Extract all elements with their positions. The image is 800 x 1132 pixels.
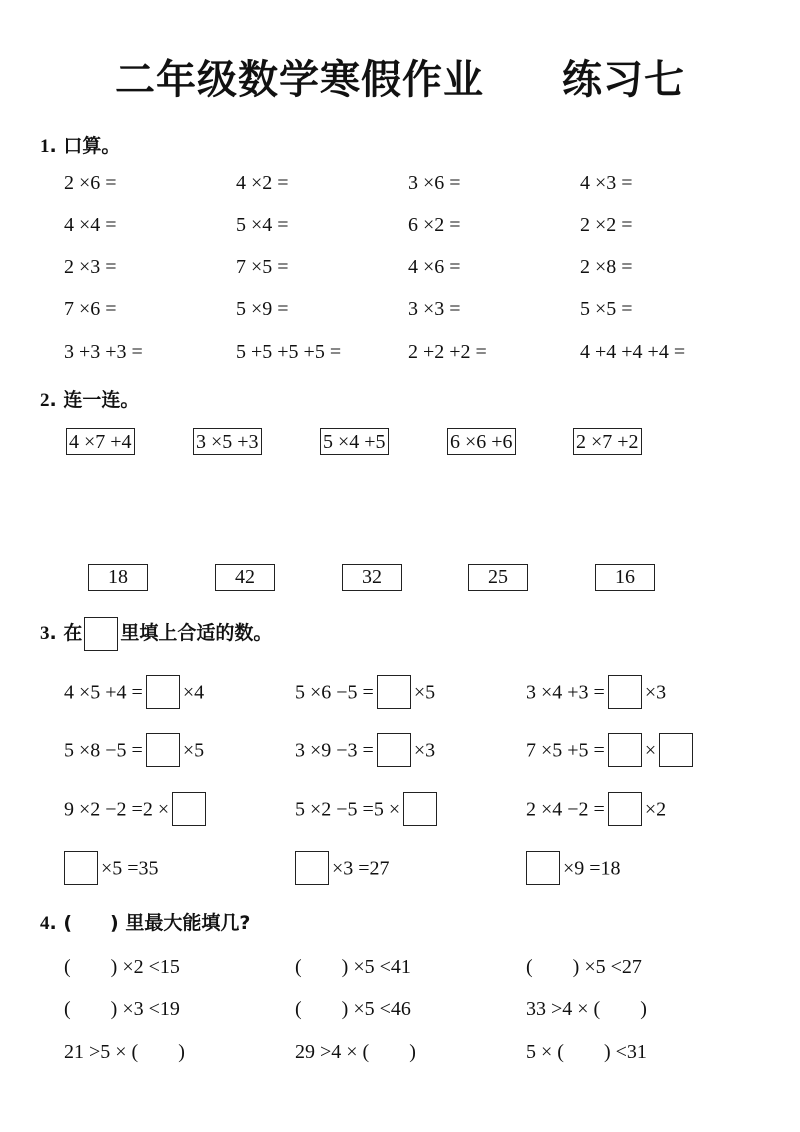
matching-expression-box[interactable]: 2 ×7 +2 <box>573 428 642 455</box>
answer-box[interactable] <box>608 675 642 709</box>
fill-middle: × <box>644 739 657 762</box>
section4-number: 4 <box>40 913 50 934</box>
answer-box[interactable] <box>526 851 560 885</box>
fill-tail: ×3 <box>413 739 436 762</box>
max-fill-item[interactable]: ( ) ×5 <41 <box>295 956 411 978</box>
max-fill-item[interactable]: 5 × ( ) <31 <box>526 1041 647 1063</box>
matching-answer-box[interactable]: 42 <box>215 564 275 591</box>
oral-calc-item: 5 ×5 = <box>580 298 633 320</box>
oral-calc-item: 7 ×6 = <box>64 298 117 320</box>
fill-item <box>526 850 621 885</box>
fill-tail: ×3 =27 <box>332 857 390 880</box>
answer-box[interactable] <box>403 792 437 826</box>
section3-label-before: . 在 <box>49 622 83 644</box>
matching-expression-box[interactable]: 6 ×6 +6 <box>447 428 516 455</box>
answer-box[interactable] <box>172 792 206 826</box>
section4-label: . ( ) 里最大能填几? <box>49 912 251 934</box>
fill-expression: 5 ×2 −5 =5 × <box>295 798 401 821</box>
section2-label: . 连一连。 <box>49 389 140 411</box>
fill-expression: 5 ×8 −5 = <box>64 739 143 762</box>
title-main: 二年级数学寒假作业 <box>115 57 484 103</box>
oral-calc-item: 5 ×9 = <box>236 298 289 320</box>
oral-calc-item: 4 +4 +4 +4 = <box>580 341 686 363</box>
max-fill-item[interactable]: ( ) ×3 <19 <box>64 998 180 1020</box>
oral-calc-item: 3 ×3 = <box>408 298 461 320</box>
fill-expression: 4 ×5 +4 = <box>64 681 143 704</box>
matching-expression-box[interactable]: 3 ×5 +3 <box>193 428 262 455</box>
section3-label-after: 里填上合适的数。 <box>120 622 273 644</box>
example-blank-box <box>84 617 118 651</box>
section4-heading <box>40 908 250 935</box>
fill-item <box>526 732 696 767</box>
fill-item <box>295 674 435 709</box>
answer-box[interactable] <box>146 675 180 709</box>
max-fill-item[interactable]: 33 >4 × ( ) <box>526 998 647 1020</box>
fill-expression: 9 ×2 −2 =2 × <box>64 798 170 821</box>
answer-box[interactable] <box>146 733 180 767</box>
answer-box[interactable] <box>377 675 411 709</box>
matching-expression-box[interactable]: 5 ×4 +5 <box>320 428 389 455</box>
fill-expression: 3 ×4 +3 = <box>526 681 605 704</box>
fill-expression: 5 ×6 −5 = <box>295 681 374 704</box>
matching-answer-box[interactable]: 18 <box>88 564 148 591</box>
fill-tail: ×5 <box>182 739 205 762</box>
oral-calc-item: 2 ×8 = <box>580 256 633 278</box>
answer-box[interactable] <box>659 733 693 767</box>
fill-item <box>295 850 390 885</box>
fill-item <box>64 791 209 826</box>
fill-item <box>295 791 440 826</box>
answer-box[interactable] <box>377 733 411 767</box>
matching-answer-box[interactable]: 25 <box>468 564 528 591</box>
oral-calc-item: 4 ×2 = <box>236 172 289 194</box>
fill-tail: ×2 <box>644 798 667 821</box>
max-fill-item[interactable]: ( ) ×5 <27 <box>526 956 642 978</box>
fill-expression: 3 ×9 −3 = <box>295 739 374 762</box>
fill-item <box>64 674 204 709</box>
matching-expression-box[interactable]: 4 ×7 +4 <box>66 428 135 455</box>
section2-heading <box>40 385 139 412</box>
oral-calc-item: 5 +5 +5 +5 = <box>236 341 342 363</box>
oral-calc-item: 2 ×2 = <box>580 214 633 236</box>
oral-calc-item: 7 ×5 = <box>236 256 289 278</box>
fill-item <box>64 732 204 767</box>
max-fill-item[interactable]: ( ) ×2 <15 <box>64 956 180 978</box>
fill-item <box>295 732 435 767</box>
oral-calc-item: 4 ×3 = <box>580 172 633 194</box>
oral-calc-item: 2 ×6 = <box>64 172 117 194</box>
answer-box[interactable] <box>64 851 98 885</box>
fill-tail: ×5 <box>413 681 436 704</box>
max-fill-item[interactable]: 29 >4 × ( ) <box>295 1041 416 1063</box>
title-sub: 练习七 <box>562 57 685 103</box>
answer-box[interactable] <box>608 733 642 767</box>
max-fill-item[interactable]: ( ) ×5 <46 <box>295 998 411 1020</box>
oral-calc-item: 2 +2 +2 = <box>408 341 487 363</box>
oral-calc-item: 3 +3 +3 = <box>64 341 143 363</box>
page-title <box>0 48 800 105</box>
oral-calc-item: 4 ×6 = <box>408 256 461 278</box>
section3-number: 3 <box>40 623 50 644</box>
fill-item <box>64 850 159 885</box>
fill-expression: 2 ×4 −2 = <box>526 798 605 821</box>
section3-heading <box>40 616 272 651</box>
section1-heading <box>40 131 120 158</box>
fill-expression: 7 ×5 +5 = <box>526 739 605 762</box>
section1-label: . 口算。 <box>49 135 121 157</box>
matching-answer-box[interactable]: 32 <box>342 564 402 591</box>
answer-box[interactable] <box>608 792 642 826</box>
section1-number: 1 <box>40 136 50 157</box>
fill-tail: ×9 =18 <box>563 857 621 880</box>
answer-box[interactable] <box>295 851 329 885</box>
oral-calc-item: 2 ×3 = <box>64 256 117 278</box>
fill-tail: ×4 <box>182 681 205 704</box>
fill-item <box>526 674 666 709</box>
fill-tail: ×3 <box>644 681 667 704</box>
oral-calc-item: 3 ×6 = <box>408 172 461 194</box>
fill-tail: ×5 =35 <box>101 857 159 880</box>
oral-calc-item: 5 ×4 = <box>236 214 289 236</box>
fill-item <box>526 791 666 826</box>
matching-answer-box[interactable]: 16 <box>595 564 655 591</box>
oral-calc-item: 4 ×4 = <box>64 214 117 236</box>
section2-number: 2 <box>40 390 50 411</box>
oral-calc-item: 6 ×2 = <box>408 214 461 236</box>
max-fill-item[interactable]: 21 >5 × ( ) <box>64 1041 185 1063</box>
